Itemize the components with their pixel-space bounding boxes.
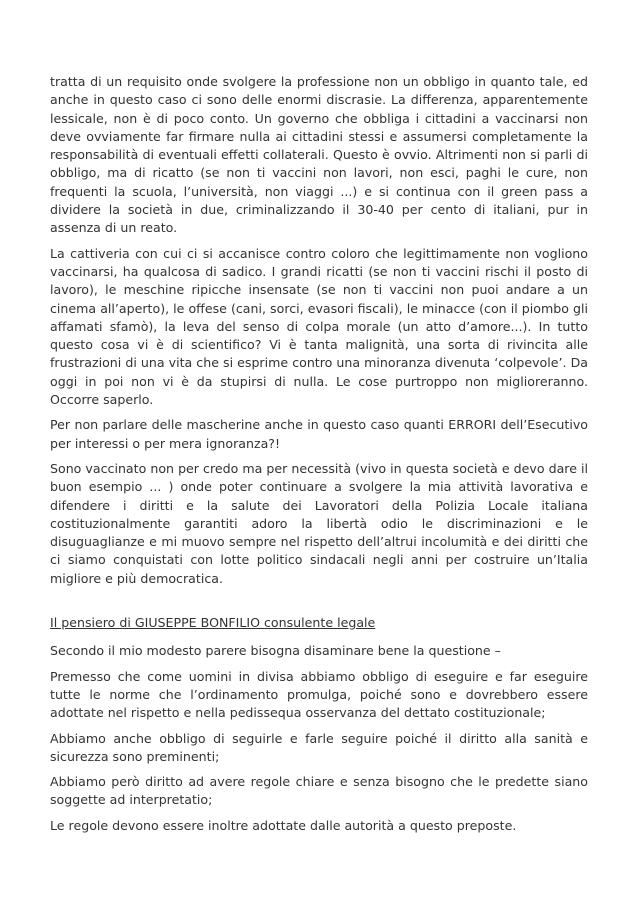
paragraph-premesso: Premesso che come uomini in divisa abbiamo obbligo di eseguire e far eseguire tutte le norme che l’ordinamento promulga, poiché sono e dovrebbero essere adottate nel rispetto e nella pedissequa osservanza del dettato costituzionale;: [50, 668, 588, 721]
section-heading-bonfilio: Il pensiero di GIUSEPPE BONFILIO consulente legale: [50, 615, 376, 631]
paragraph-secondo-parere: Secondo il mio modesto parere bisogna disaminare bene la questione –: [50, 643, 501, 659]
paragraph-regole-chiare: Abbiamo però diritto ad avere regole chiare e senza bisogno che le predette siano soggette ad interpretatio;: [50, 774, 588, 808]
paragraph-obbligo-seguirle: Abbiamo anche obbligo di seguirle e farle seguire poiché il diritto alla sanità e sicurezza sono preminenti;: [50, 730, 588, 764]
paragraph-sono-vaccinato: Sono vaccinato non per credo ma per necessità (vivo in questa società e devo dare il buon esempio ... ) onde poter continuare a svolgere la mia attività lavorativa e difendere i diritti e la salute dei Lavoratori della Polizia Locale italiana costituzionalmente garantiti adoro la libertà odio le discriminazioni e le disuguaglianze e mi muovo sempre nel rispetto dell’altrui incolumità e dei diritti che ci siamo conquistati con lotte politico sindacali negli anni per costruire un’Italia migliore e più democratica.: [50, 460, 588, 586]
paragraph-mascherine: Per non parlare delle mascherine anche in questo caso quanti ERRORI dell’Esecutivo per interessi o per mera ignoranza?!: [50, 417, 588, 451]
paragraph-regole-autorita: Le regole devono essere inoltre adottate dalle autorità a questo preposte.: [50, 817, 517, 833]
paragraph-vaccine-requirement: tratta di un requisito onde svolgere la professione non un obbligo in quanto tale, ed anche in questo caso ci sono delle enormi discrasie. La differenza, apparentemente lessicale, non è di poco conto. Un governo che obbliga i cittadini a vaccinarsi non deve ovviamente far firmare nulla ai cittadini stessi e assumersi completamente la responsabilità di eventuali effetti collaterali. Questo è ovvio. Altrimenti non si parli di obbligo, ma di ricatto (se non ti vaccini non lavori, non esci, paghi le cure, non frequenti la scuola, l’università, non viaggi ...) e si continua con il green pass a dividere la società in due, criminalizzando il 30-40 per cento di italiani, pur in assenza di un reato.: [50, 74, 588, 236]
paragraph-cattiveria: La cattiveria con cui ci si accanisce contro coloro che legittimamente non vogliono vaccinarsi, ha qualcosa di sadico. I grandi ricatti (se non ti vaccini rischi il posto di lavoro), le meschine ripicche insensate (se non ti vaccini non puoi andare a un cinema all’aperto), le offese (cani, sorci, evasori fiscali), le minacce (con il piombo gli affamati sfamò), la leva del senso di colpa morale (un atto d’amore...). In tutto questo cosa vi è di scientifico? Vi è tanta malignità, una sorta di rivincita alle frustrazioni di una vita che si esprime contro una minoranza divenuta ‘colpevole’. Da oggi in poi non vi è da stupirsi di nulla. Le cose purtroppo non miglioreranno. Occorre saperlo.: [50, 245, 588, 408]
